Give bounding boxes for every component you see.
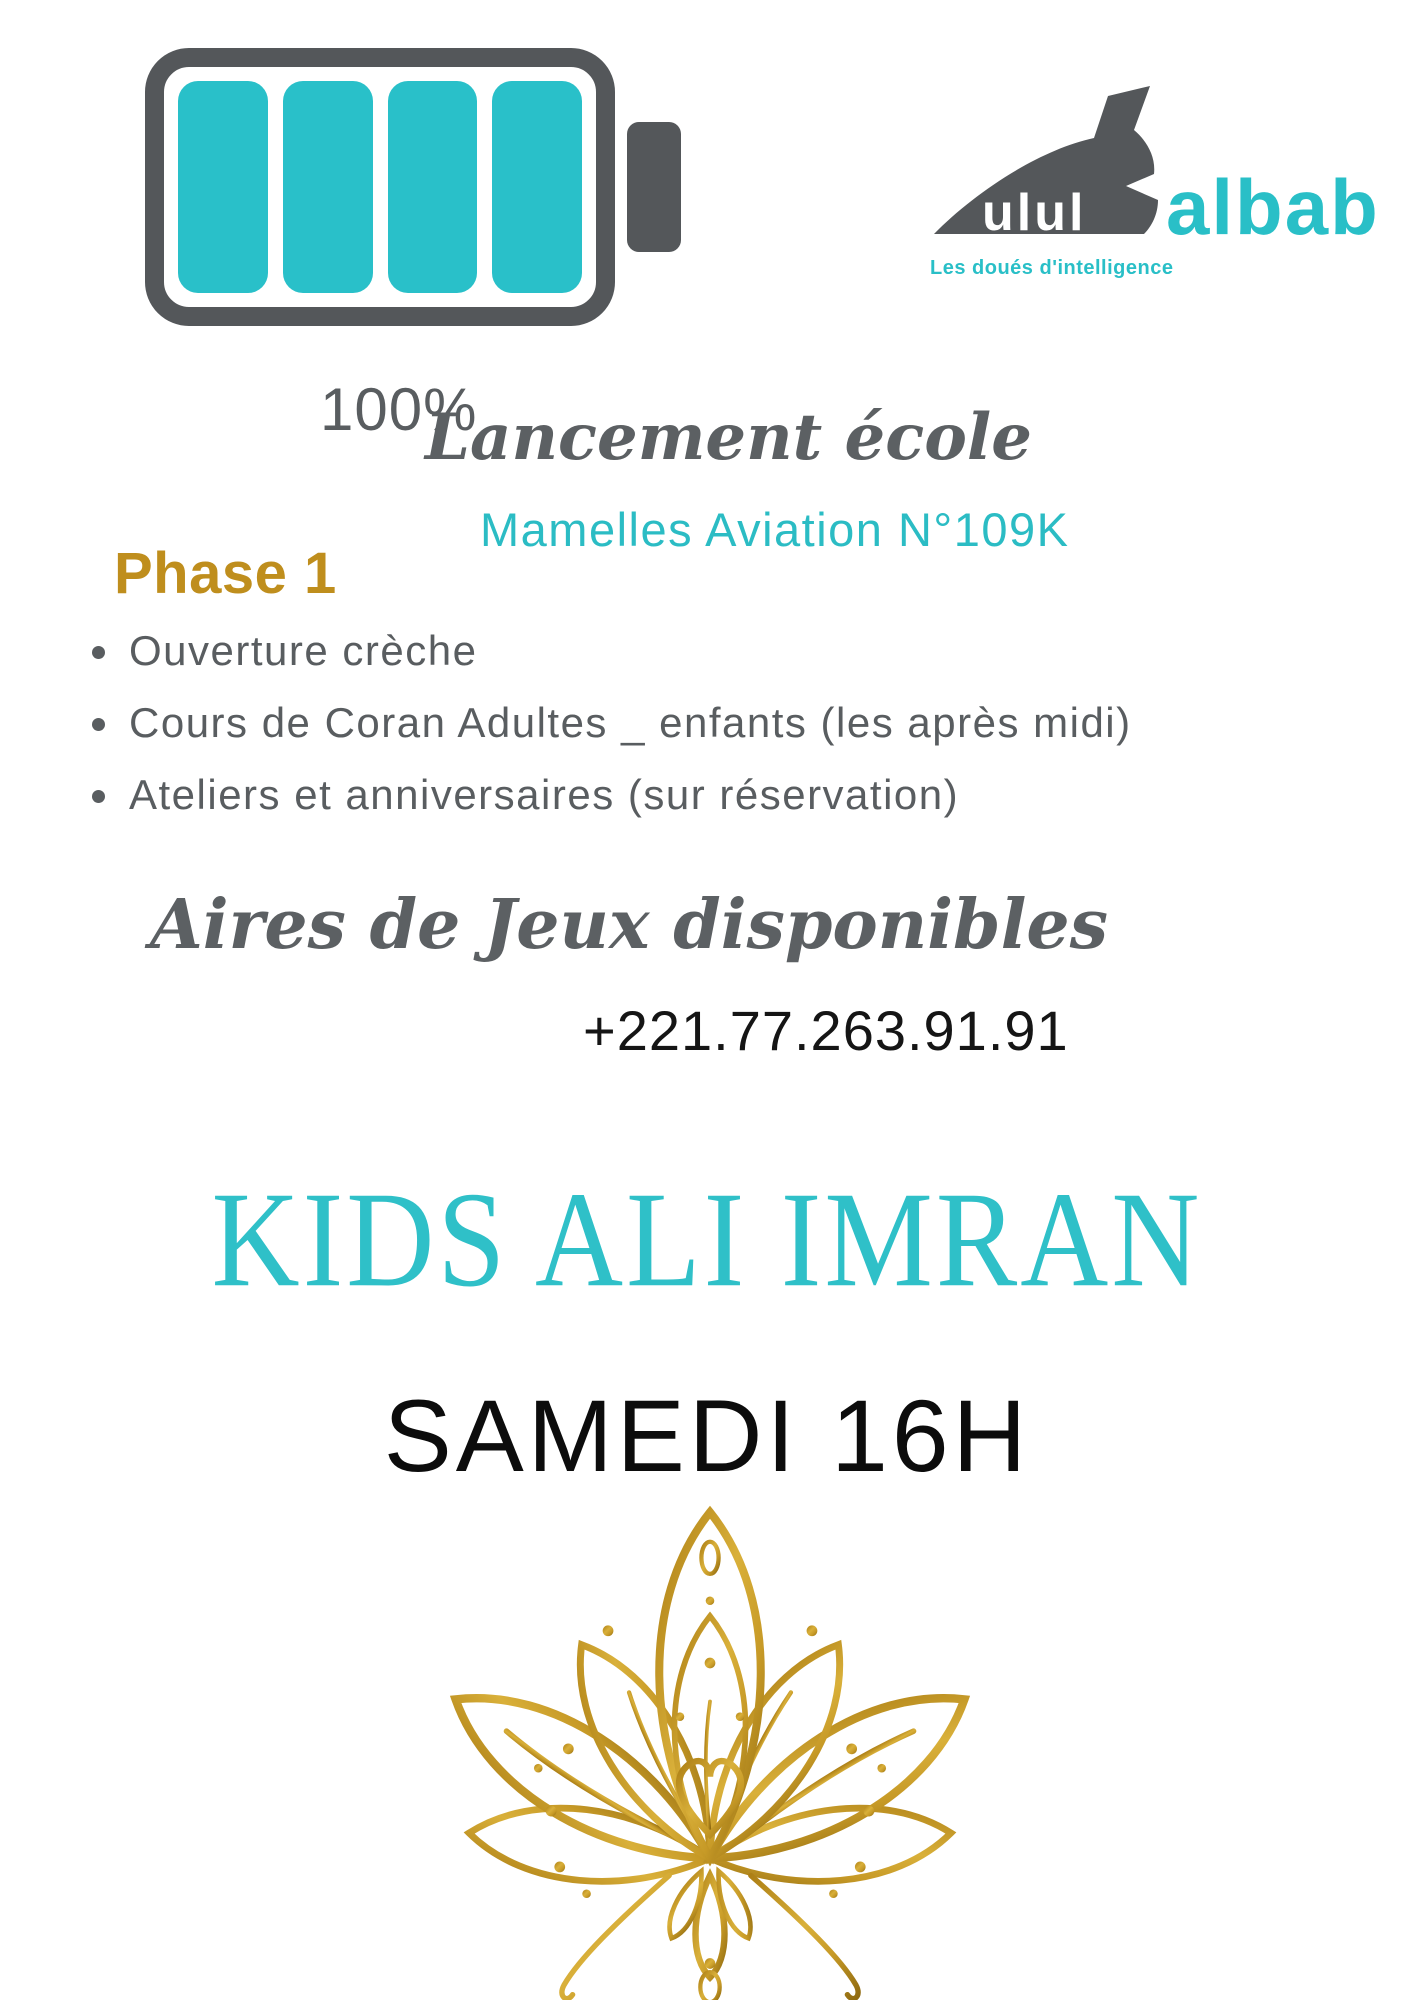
list-item <box>92 700 1392 746</box>
battery-bar <box>388 81 478 293</box>
launch-title: Lancement école <box>425 400 1032 475</box>
logo-text-ulul: ulul <box>982 184 1087 242</box>
list-item-text: Cours de Coran Adultes _ enfants (les après midi) <box>129 699 1132 747</box>
logo-tagline: Les doués d'intelligence <box>930 257 1174 279</box>
list-item <box>92 772 1392 818</box>
logo-text-albab: albab <box>1166 163 1380 251</box>
battery-bar <box>178 81 268 293</box>
phase-item-list <box>92 628 1392 845</box>
lotus-illustration <box>388 1502 1032 2000</box>
playground-title: Aires de Jeux disponibles <box>150 885 1108 965</box>
list-item <box>92 628 1392 674</box>
lotus-dots <box>534 1596 886 2000</box>
event-name: KIDS ALI IMRAN <box>211 1164 1203 1316</box>
bullet-icon <box>92 718 105 731</box>
lotus-flower-icon <box>388 1502 1032 2000</box>
battery-bar <box>283 81 373 293</box>
brand-logo <box>918 82 1408 292</box>
phone-number: +221.77.263.91.91 <box>583 999 1069 1062</box>
phase-title: Phase 1 <box>114 541 337 606</box>
event-datetime: SAMEDI 16H <box>383 1379 1031 1493</box>
list-item-text: Ouverture crèche <box>129 627 478 674</box>
bullet-icon <box>92 790 105 803</box>
list-item-text: Ateliers et anniversaires (sur réservation) <box>129 771 960 819</box>
bullet-icon <box>92 646 105 659</box>
battery-percent-label: 100% <box>320 376 478 443</box>
address-line: Mamelles Aviation N°109K <box>480 503 1070 556</box>
battery-bar <box>492 81 582 293</box>
ulul-albab-logo-icon <box>918 82 1408 292</box>
battery-body <box>145 48 615 326</box>
battery-icon <box>145 48 685 328</box>
battery-tip <box>627 122 681 252</box>
